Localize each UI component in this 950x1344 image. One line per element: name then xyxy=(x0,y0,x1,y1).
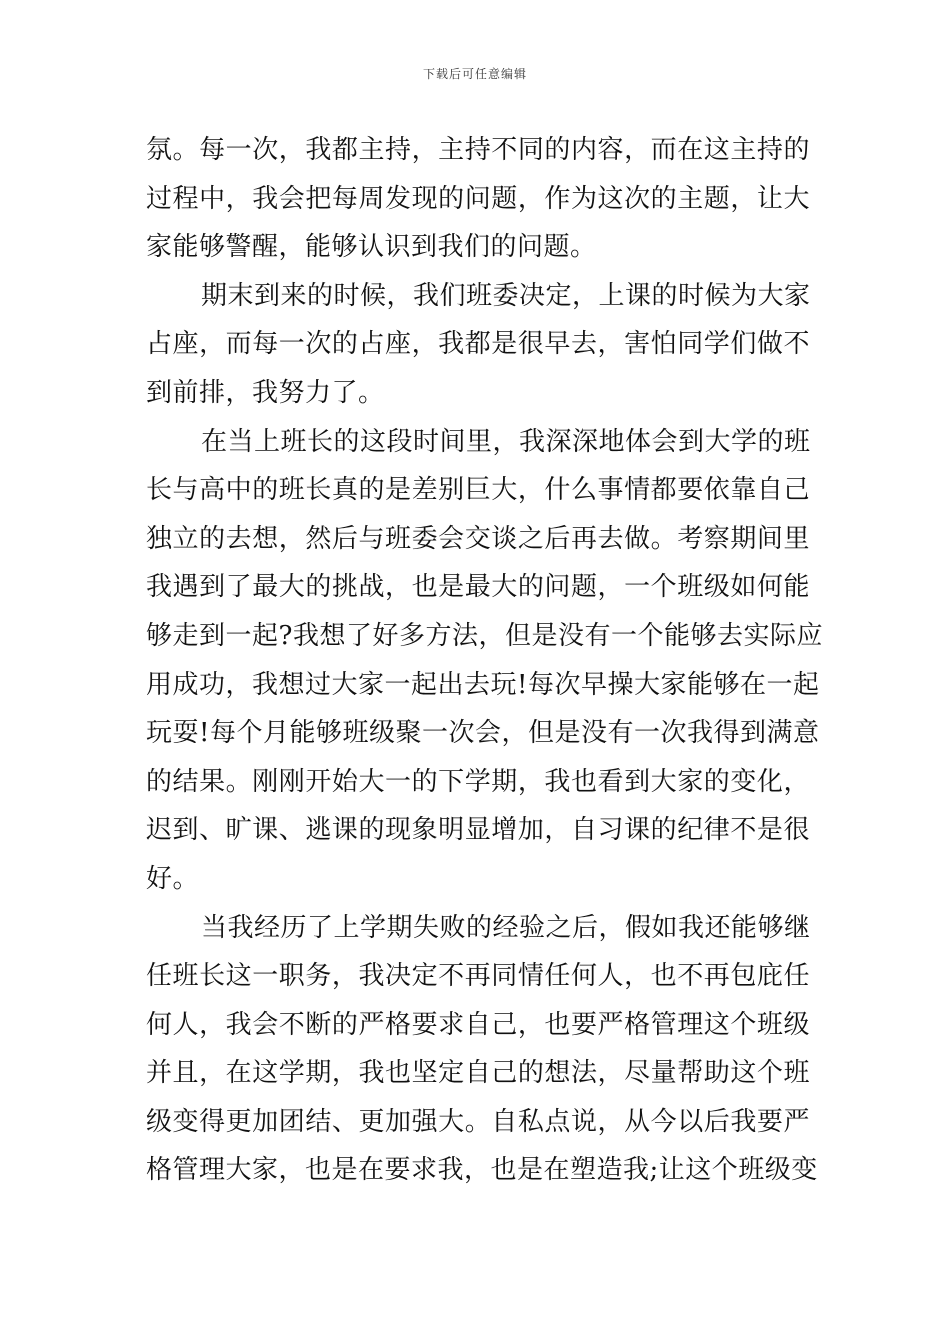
text-line: 并且，在这学期，我也坚定自己的想法，尽量帮助这个班 xyxy=(146,1058,810,1089)
text-line: 家能够警醒，能够认识到我们的问题。 xyxy=(146,232,597,263)
text-line: 好。 xyxy=(146,863,200,894)
text-line: 到前排，我努力了。 xyxy=(146,377,385,408)
text-line: 独立的去想，然后与班委会交谈之后再去做。考察期间里 xyxy=(146,523,810,554)
text-line: 够走到一起?我想了好多方法，但是没有一个能够去实际应 xyxy=(146,620,823,651)
text-line: 用成功，我想过大家一起出去玩!每次早操大家能够在一起 xyxy=(146,669,820,700)
document-body xyxy=(146,126,823,1195)
text-line: 玩耍!每个月能够班级聚一次会，但是没有一次我得到满意 xyxy=(146,718,820,749)
text-line: 级变得更加团结、更加强大。自私点说，从今以后我要严 xyxy=(146,1106,810,1137)
text-line: 氛。每一次，我都主持，主持不同的内容，而在这主持的 xyxy=(146,135,810,165)
text-line: 长与高中的班长真的是差别巨大，什么事情都要依靠自己 xyxy=(146,475,810,506)
paragraph-first-line: 在当上班长的这段时间里，我深深地体会到大学的班 xyxy=(201,426,811,457)
text-line: 占座，而每一次的占座，我都是很早去，害怕同学们做不 xyxy=(146,329,810,360)
text-line: 的结果。刚刚开始大一的下学期，我也看到大家的变化， xyxy=(146,766,810,797)
text-line: 格管理大家，也是在要求我，也是在塑造我;让这个班级变 xyxy=(146,1155,818,1186)
text-line: 过程中，我会把每周发现的问题，作为这次的主题，让大 xyxy=(146,183,810,214)
paragraph-first-line: 当我经历了上学期失败的经验之后，假如我还能够继 xyxy=(201,912,811,943)
page-header: 下载后可任意编辑 xyxy=(422,67,527,81)
text-line: 任班长这一职务，我决定不再同情任何人，也不再包庇任 xyxy=(146,961,810,992)
text-line: 何人，我会不断的严格要求自己，也要严格管理这个班级 xyxy=(146,1009,810,1040)
text-line: 我遇到了最大的挑战，也是最大的问题，一个班级如何能 xyxy=(146,572,810,603)
paragraph-first-line: 期末到来的时候，我们班委决定，上课的时候为大家 xyxy=(201,280,811,311)
text-line: 迟到、旷课、逃课的现象明显增加，自习课的纪律不是很 xyxy=(146,815,810,846)
